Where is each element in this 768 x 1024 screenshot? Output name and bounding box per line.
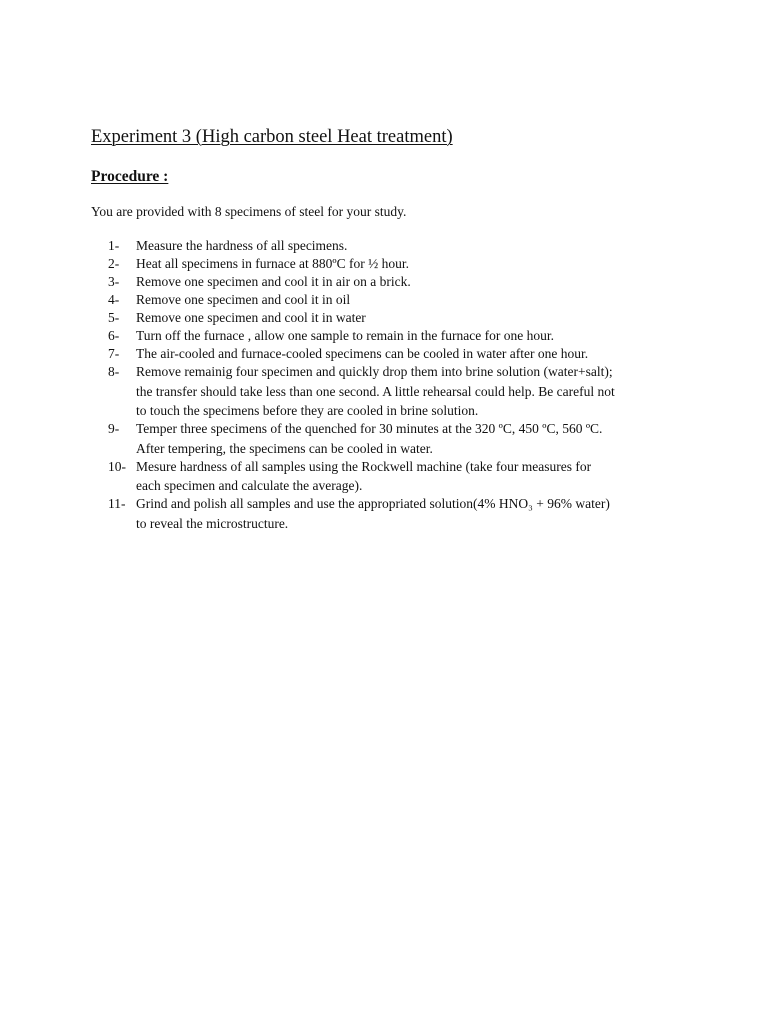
step-number: 8- [108,364,120,379]
procedure-step [108,327,688,345]
step-text-line: each specimen and calculate the average). [136,478,363,493]
procedure-step [108,273,688,291]
step-text-line: to touch the specimens before they are cooled in brine solution. [136,403,479,418]
step-number: 5- [108,310,120,325]
step-number: 7- [108,346,120,361]
step-text-line: Remove one specimen and cool it in water [136,310,366,325]
step-text-line: Grind and polish all samples and use the appropriated solution(4% HNO₃ + 96% water) [136,496,610,511]
step-number: 2- [108,256,120,271]
step-text-line: Remove one specimen and cool it in air on a brick. [136,274,411,289]
step-number: 9- [108,421,120,436]
step-text-line: Remove one specimen and cool it in oil [136,292,351,307]
procedure-step [108,345,688,363]
step-number: 10- [108,458,126,474]
step-number: 3- [108,274,120,289]
section-heading: Procedure : [91,168,169,185]
intro-paragraph: You are provided with 8 specimens of steel for your study. [91,204,407,219]
step-number: 1- [108,238,120,253]
step-number: 4- [108,292,120,307]
procedure-step [108,291,688,309]
procedure-step [108,237,688,255]
procedure-step [108,363,688,420]
step-number: 6- [108,328,120,343]
procedure-step [108,458,688,496]
procedure-step [108,495,688,533]
step-text-line: The air-cooled and furnace-cooled specimens can be cooled in water after one hour. [136,346,589,361]
step-text-line: Heat all specimens in furnace at 880ºC for ½ hour. [136,256,409,271]
step-text-line: Remove remainig four specimen and quickly drop them into brine solution (water+salt); [136,364,613,379]
step-text-line: Mesure hardness of all samples using the Rockwell machine (take four measures for [136,458,592,474]
step-text-line: After tempering, the specimens can be cooled in water. [136,440,433,456]
step-text-line: Turn off the furnace , allow one sample to remain in the furnace for one hour. [136,328,554,343]
step-text-line: Temper three specimens of the quenched for 30 minutes at the 320 ºC, 450 ºC, 560 ºC. [136,421,603,436]
step-text-line: Measure the hardness of all specimens. [136,238,348,253]
page-title: Experiment 3 (High carbon steel Heat treatment) [91,127,453,147]
procedure-steps-list [108,237,688,533]
step-text-line: the transfer should take less than one second. A little rehearsal could help. Be careful not [136,383,615,399]
procedure-step [108,420,688,458]
step-number: 11- [108,496,126,511]
procedure-step [108,255,688,273]
step-text-line: to reveal the microstructure. [136,515,289,531]
procedure-step [108,309,688,327]
